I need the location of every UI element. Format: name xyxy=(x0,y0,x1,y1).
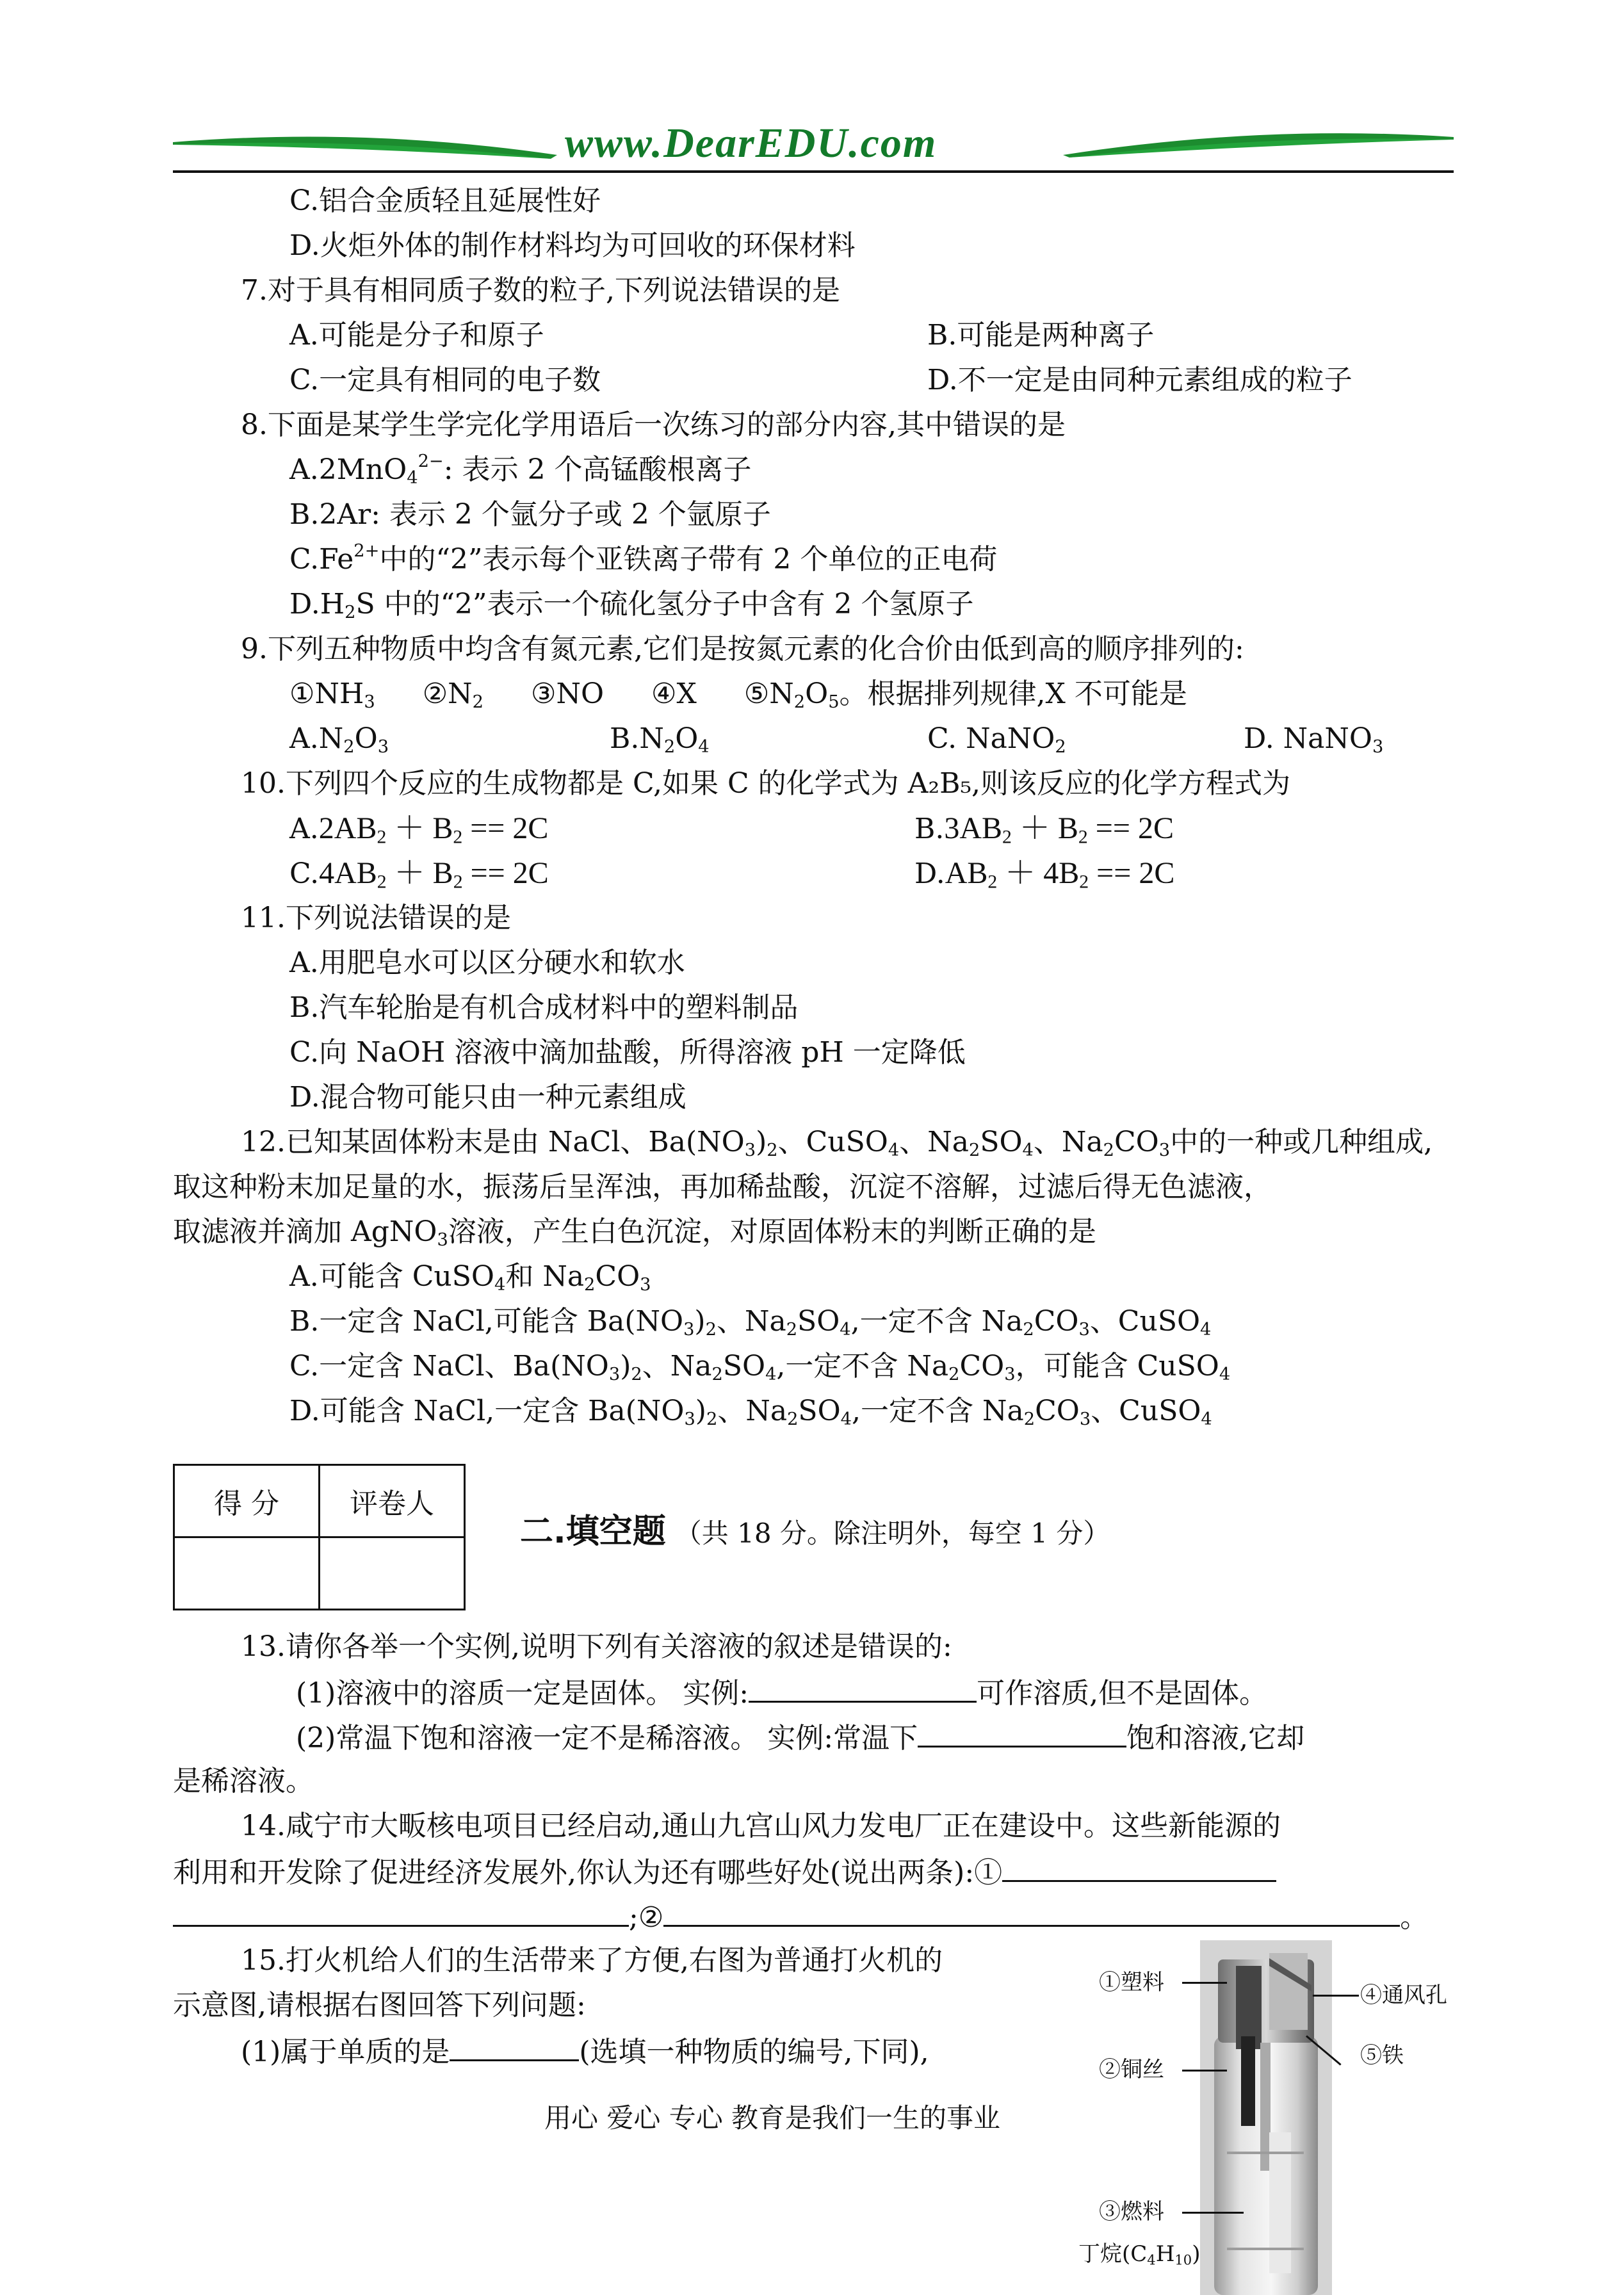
q13-answer-blank-2[interactable] xyxy=(918,1717,1126,1748)
q14-line-2: 利用和开发除了促进经济发展外,你认为还有哪些好处(说出两条):① xyxy=(173,1852,1276,1892)
q14-answer-blank-1a[interactable] xyxy=(1002,1852,1276,1882)
leader-line-plastic xyxy=(1182,1982,1227,1984)
q12-option-c: C.一定含 NaCl、$Ba(NO_3)_2$、$Na_2SO_4$,一定不含 $Na_2CO_3$，可能含 CuSO$_4$ xyxy=(289,1350,1231,1384)
q7-option-a: A.可能是分子和原子 xyxy=(289,319,544,352)
q12-option-b: B.一定含 NaCl,可能含 $Ba(NO_3)_2$、$Na_2SO_4$,一定不含 $Na_2CO_3$、CuSO$_4$ xyxy=(289,1305,1212,1340)
q9-option-c: C. NaNO$_2$ xyxy=(927,722,1066,757)
label-copper: ②铜丝 xyxy=(1099,2057,1164,2082)
q11-option-a: A.用肥皂水可以区分硬水和软水 xyxy=(289,946,685,979)
q13-item-2-cont: 是稀溶液。 xyxy=(173,1765,314,1797)
q8-option-a: A.2MnO$_4^{2-}$: 表示 2 个高锰酸根离子 xyxy=(289,451,752,488)
label-vent: ④通风孔 xyxy=(1360,1983,1447,2008)
section-2-title: 二.填空题 xyxy=(520,1512,666,1551)
label-butane: 丁烷$(C_4H_{10})$ xyxy=(1078,2241,1201,2268)
q14-answer-blank-1b[interactable] xyxy=(173,1897,629,1927)
q7-option-b: B.可能是两种离子 xyxy=(927,319,1155,352)
q12-stem-line-2: 取这种粉末加足量的水，振荡后呈浑浊，再加稀盐酸，沉淀不溶解，过滤后得无色滤液， xyxy=(173,1171,1272,1203)
grader-cell[interactable] xyxy=(320,1537,465,1610)
q9-option-b: $B.N_2O_4$ xyxy=(610,722,710,757)
q7-stem: 7.对于具有相同质子数的粒子,下列说法错误的是 xyxy=(241,274,840,307)
q15-line-2: 示意图,请根据右图回答下列问题: xyxy=(173,1989,586,2022)
q11-option-b: B.汽车轮胎是有机合成材料中的塑料制品 xyxy=(289,991,799,1024)
score-cell[interactable] xyxy=(174,1537,320,1610)
q10-option-c: $C.4AB_2 + B_2 == 2C$ xyxy=(289,856,549,893)
q11-option-c: C.向 NaOH 溶液中滴加盐酸，所得溶液 pH 一定降低 xyxy=(289,1036,966,1069)
q14-line-3: ;② 。 xyxy=(173,1897,1428,1937)
header-rule xyxy=(173,170,1454,173)
leader-line-copper xyxy=(1182,2070,1227,2072)
q7-option-c: C.一定具有相同的电子数 xyxy=(289,364,601,396)
q13-answer-blank-1[interactable] xyxy=(749,1673,977,1703)
q8-stem: 8.下面是某学生学完化学用语后一次练习的部分内容,其中错误的是 xyxy=(241,409,1066,441)
q13-stem: 13.请你各举一个实例,说明下列有关溶液的叙述是错误的: xyxy=(241,1630,952,1663)
q12-option-d: D.可能含 NaCl,一定含 $Ba(NO_3)_2$、$Na_2SO_4$,一定不含 $Na_2CO_3$、CuSO$_4$ xyxy=(289,1395,1212,1429)
q14-answer-blank-2[interactable] xyxy=(663,1897,1400,1927)
leader-line-fuel xyxy=(1182,2212,1244,2214)
q14-line-1: 14.咸宁市大畈核电项目已经启动,通山九宫山风力发电厂正在建设中。这些新能源的 xyxy=(241,1810,1281,1842)
q12-stem-line-1: 12.已知某固体粉末是由 NaCl、$Ba(NO_3)_2$、CuSO$_4$、$Na_2SO_4$、$Na_2CO_3$中的一种或几种组成, xyxy=(241,1126,1433,1160)
q15-line-3: (1)属于单质的是 (选填一种物质的编号,下同), xyxy=(241,2031,929,2072)
q15-answer-blank-1[interactable] xyxy=(450,2031,579,2061)
q8-option-b: B.2Ar: 表示 2 个氩分子或 2 个氩原子 xyxy=(289,498,771,531)
q11-stem: 11.下列说法错误的是 xyxy=(241,902,511,934)
section-2-heading xyxy=(520,1512,1110,1553)
q12-stem-line-3: 取滤液并滴加 AgNO$_3$溶液，产生白色沉淀，对原固体粉末的判断正确的是 xyxy=(173,1215,1096,1250)
q10-stem: 10.下列四个反应的生成物都是 C,如果 C 的化学式为 A₂B₅,则该反应的化学方程式为 xyxy=(241,767,1291,800)
leader-line-vent xyxy=(1313,1995,1359,1997)
header-logo-text: www.DearEDU.com xyxy=(565,120,938,166)
q11-option-d: D.混合物可能只由一种元素组成 xyxy=(289,1081,686,1114)
page-footer: 用心 爱心 专心 教育是我们一生的事业 xyxy=(544,2102,1001,2134)
score-table-header-grader: 评卷人 xyxy=(320,1465,465,1537)
q9-sequence: $①NH_3$ $②N_2$ ③NO ④X $⑤N_2O_5$。根据排列规律,X 不可能是 xyxy=(289,677,1187,712)
q13-item-2: (2)常温下饱和溶液一定不是稀溶液。 实例:常温下 饱和溶液,它却 xyxy=(296,1717,1304,1758)
score-table-header-score: 得 分 xyxy=(174,1465,320,1537)
q10-option-b: $B.3AB_2 + B_2 == 2C$ xyxy=(914,811,1174,848)
label-iron: ⑤铁 xyxy=(1360,2043,1404,2068)
lighter-photo xyxy=(1199,1940,1333,2295)
header-logo xyxy=(173,120,1454,170)
q9-stem: 9.下列五种物质中均含有氮元素,它们是按氮元素的化合价由低到高的顺序排列的: xyxy=(241,633,1244,665)
q15-line-1: 15.打火机给人们的生活带来了方便,右图为普通打火机的 xyxy=(241,1944,943,1977)
section-2-note: （共 18 分。除注明外，每空 1 分） xyxy=(674,1518,1110,1549)
q6-option-c: C.铝合金质轻且延展性好 xyxy=(289,184,601,217)
q6-option-d: D.火炬外体的制作材料均为可回收的环保材料 xyxy=(289,229,856,262)
q8-option-d: $D.H_2S$ 中的“2”表示一个硫化氢分子中含有 2 个氢原子 xyxy=(289,588,974,622)
q9-option-a: $A.N_2O_3$ xyxy=(289,722,389,757)
q10-option-d: $D.AB_2 + 4B_2 == 2C$ xyxy=(914,856,1175,893)
label-plastic: ①塑料 xyxy=(1099,1970,1164,1995)
q12-option-a: A.可能含 CuSO$_4$和 $Na_2CO_3$ xyxy=(289,1260,651,1295)
q8-option-c: $C.Fe^{2+}$中的“2”表示每个亚铁离子带有 2 个单位的正电荷 xyxy=(289,540,998,576)
q13-item-1: (1)溶液中的溶质一定是固体。 实例: 可作溶质,但不是固体。 xyxy=(296,1673,1267,1713)
label-fuel: ③燃料 xyxy=(1099,2199,1164,2225)
q9-option-d: D. NaNO$_3$ xyxy=(1244,722,1384,757)
q10-option-a: $A.2AB_2 + B_2 == 2C$ xyxy=(289,811,549,848)
q7-option-d: D.不一定是由同种元素组成的粒子 xyxy=(927,364,1352,396)
score-table xyxy=(173,1464,466,1610)
